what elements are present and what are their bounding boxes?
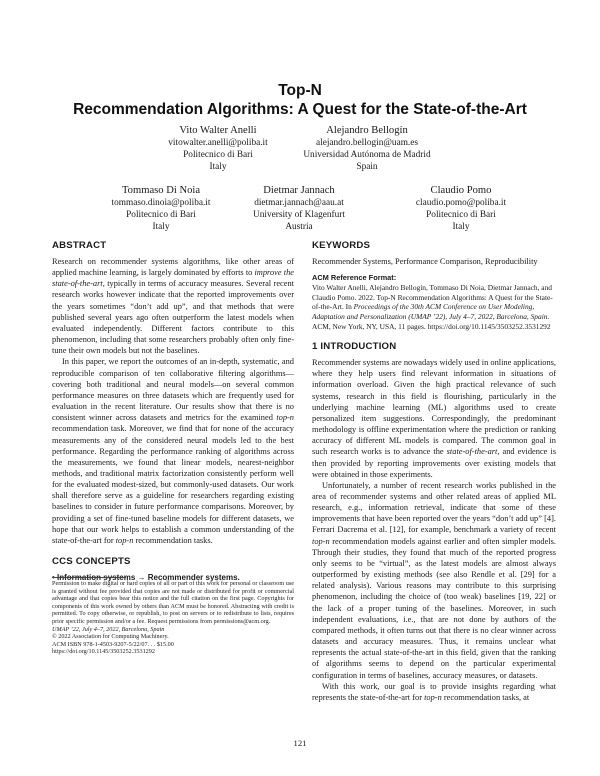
abstract-paragraph-1: Research on recommender systems algorithms, like other areas of applied machine learning, is largely dominated by efforts to improve the state-of-the-art, typically in terms of accuracy measures. Several recent research works however indicate that the reported improvements over the years sometimes “don’t add up”, and that methods that were published several years ago often outperform the latest models when evaluated independently. Different factors contribute to this phenomenon, including that some researchers probably often only fine-tune their own models but not the baselines. <box>52 257 294 356</box>
author-block <box>366 184 556 234</box>
right-column <box>312 240 556 703</box>
author-affiliation: Politecnico di Bari <box>126 210 196 221</box>
author-email[interactable]: claudio.pomo@poliba.it <box>415 198 507 208</box>
permission-text: Permission to make digital or hard copies of all or part of this work for personal or classroom use is granted without fee provided that copies are not made or distributed for profit or commercial advantage and that copies bear this notice and the full citation on the first page. Copyrights for components of this work owned by others than ACM must be honored. Abstracting with credit is permitted. To copy otherwise, or republish, to post on servers or to redistribute to lists, requires prior specific permission and/or a fee. Request permissions from permissions@acm.org. <box>52 580 294 625</box>
abstract-paragraph-2: In this paper, we report the outcomes of an in-depth, systematic, and reproducible comparison of ten collaborative filtering algorithms—covering both traditional and neural models—on several common performance measures on three datasets which are frequently used for evaluation in the recent literature. Our results show that there is no consistent winner across datasets and metrics for the examined top-n recommendation task. Moreover, we find that for none of the accuracy measurements any of the considered neural models led to the best performance. Regarding the performance ranking of algorithms across the measurements, we found that linear models, nearest-neighbor methods, and traditional matrix factorization consistently perform well for the evaluated modest-sized, but commonly-used datasets. Our work shall therefore serve as a guideline for researchers regarding existing baselines to consider in future performance comparisons. Moreover, by providing a set of fine-tuned baseline models for different datasets, we hope that our work helps to establish a common understanding of the state-of-the-art for top-n recommendation tasks. <box>52 357 294 545</box>
author-country: Italy <box>152 222 170 233</box>
author-affiliation: Politecnico di Bari <box>426 210 496 221</box>
author-email[interactable]: tommaso.dinoia@poliba.it <box>111 198 211 208</box>
abstract-heading: ABSTRACT <box>52 240 107 251</box>
ccs-concepts: • Information systems → Recommender systems. <box>52 573 240 583</box>
paper-title-line-1: Top-N <box>278 82 322 99</box>
introduction-heading: 1 INTRODUCTION <box>312 341 397 353</box>
author-affiliation: Universidad Autónoma de Madrid <box>303 150 431 161</box>
author-email[interactable]: vitowalter.anelli@poliba.it <box>168 138 268 148</box>
author-name: Tommaso Di Noia <box>121 185 201 196</box>
author-country: Austria <box>285 222 313 233</box>
page-number: 121 <box>293 738 307 748</box>
reference-format-text: Vito Walter Anelli, Alejandro Bellogín, Tommaso Di Noia, Dietmar Jannach, and Claudio Pomo. 2022. Top-N Recommendation Algorithms: A Quest for the State-of-the-Art. In Proceedings of the 30th ACM Conference on User Modeling, Adaptation and Personalization (UMAP ’22), July 4–7, 2022, Barcelona, Spain. ACM, New York, NY, USA, 11 pages. https://doi.org/10.1145/3503252.3531292 <box>312 283 553 331</box>
author-email[interactable]: alejandro.bellogin@uam.es <box>315 138 419 148</box>
doi-link[interactable]: https://doi.org/10.1145/3503252.3531292 <box>52 648 155 656</box>
copyright-line: © 2022 Association for Computing Machinery. <box>52 633 169 641</box>
author-country: Spain <box>356 162 378 173</box>
author-affiliation: University of Klagenfurt <box>253 210 345 221</box>
author-name: Vito Walter Anelli <box>179 125 257 136</box>
intro-paragraph-2: Unfortunately, a number of recent research works published in the area of recommender systems and other related areas of applied ML research, e.g., information retrieval, indicate that some of these improvements that have been reported over the years “don’t add up” [4]. Ferrari Dacrema et al. [12], for example, benchmark a variety of recent top-n recommendation models against earlier and often simpler models. Through their studies, they found that much of the reported progress only seems to be “virtual”, as the latest models are almost always outperformed by existing methods (see also Rendle et al. [29] for a related analysis). Various reasons may contribute to this surprising phenomenon, including the choice of (too weak) baselines [19, 22] or the lack of a proper tuning of the baselines. Moreover, in such independent evaluations, i.e., that are not done by authors of the compared methods, it often turns out that there is no clear winner across datasets and accuracy measures. Thus, it remains unclear what represents the actual state-of-the-art in this field, given that the ranking of algorithms seems to depend on the particular experimental configuration in terms of baselines, accuracy measures, or datasets. <box>312 480 556 680</box>
keywords-text: Recommender Systems, Performance Comparison, Reproducibility <box>312 257 538 266</box>
left-column <box>52 240 294 583</box>
venue-line: UMAP ’22, July 4–7, 2022, Barcelona, Spain <box>52 625 165 633</box>
intro-paragraph-1: Recommender systems are nowadays widely used in online applications, where they help users find relevant information in situations of information overload. Given the high practical relevance of such systems, research in this field is flourishing, particularly in the underlying machine learning (ML) algorithms used to create personalized item suggestions. Correspondingly, the predominant methodology is offline experimentation where the prediction or ranking accuracy of different ML models is compared. The common goal in such research works is to advance the state-of-the-art, and evidence is then provided by reporting improvements over existing models that were obtained in those experiments. <box>312 358 557 479</box>
footnote-divider <box>52 577 126 578</box>
isbn-line: ACM ISBN 978-1-4503-9207-5/22/07. . . $15.00 <box>52 640 174 648</box>
paper-title-line-2: Recommendation Algorithms: A Quest for the State-of-the-Art <box>73 101 527 118</box>
author-country: Italy <box>209 162 227 173</box>
author-name: Dietmar Jannach <box>263 185 335 196</box>
author-affiliation: Politecnico di Bari <box>183 150 253 161</box>
author-country: Italy <box>452 222 470 233</box>
intro-paragraph-3: With this work, our goal is to provide insights regarding what represents the state-of-the-art for top-n recommendation tasks, at <box>312 681 556 702</box>
author-block <box>272 124 462 174</box>
permission-footnote <box>52 580 294 656</box>
author-email[interactable]: dietmar.jannach@aau.at <box>254 198 344 208</box>
ccs-heading: CCS CONCEPTS <box>52 556 131 568</box>
reference-format-heading: ACM Reference Format: <box>312 273 397 283</box>
author-name: Alejandro Bellogín <box>326 125 408 136</box>
keywords-heading: KEYWORDS <box>312 240 371 251</box>
author-name: Claudio Pomo <box>430 185 492 196</box>
